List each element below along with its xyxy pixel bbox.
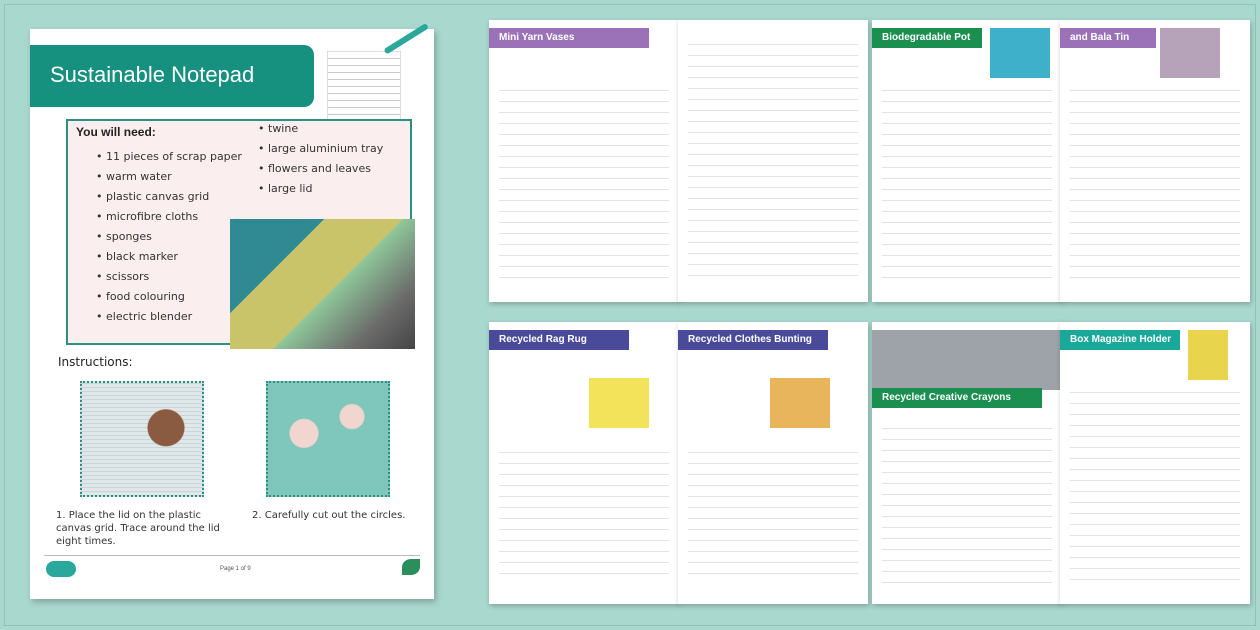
footer-divider <box>44 555 420 556</box>
list-item: • flowers and leaves <box>258 162 371 175</box>
card-body <box>1070 382 1240 584</box>
preview-card <box>1060 322 1250 604</box>
card-body <box>882 418 1052 584</box>
materials-list-right <box>258 119 383 199</box>
step1-caption: 1. Place the lid on the plastic canvas grid. Trace around the lid eight times. <box>56 510 220 547</box>
preview-card <box>872 322 1062 604</box>
preview-card <box>489 20 679 302</box>
title-banner <box>30 45 314 107</box>
card-photo <box>589 378 649 428</box>
card-title: Mini Yarn Vases <box>489 28 649 48</box>
leaf-icon <box>402 559 420 575</box>
card-photo <box>990 28 1050 78</box>
card-title: and Bala Tin <box>1060 28 1156 48</box>
card-title: Recycled Creative Crayons <box>872 388 1042 408</box>
page-title: Sustainable Notepad <box>50 62 255 87</box>
card-photo <box>1188 330 1228 380</box>
list-item: • plastic canvas grid <box>96 190 210 203</box>
list-item: • warm water <box>96 170 172 183</box>
list-item: • electric blender <box>96 310 193 323</box>
list-item: • large lid <box>258 182 313 195</box>
list-item: • microfibre cloths <box>96 210 199 223</box>
brand-logo <box>46 561 76 577</box>
step2-caption: 2. Carefully cut out the circles. <box>252 510 406 521</box>
list-item: • twine <box>258 122 299 135</box>
card-photo <box>1160 28 1220 78</box>
notepad-page <box>30 29 434 599</box>
materials-heading: You will need: <box>76 125 156 139</box>
card-body <box>688 34 858 282</box>
card-body <box>499 80 669 282</box>
list-item: • black marker <box>96 250 178 263</box>
preview-card <box>872 20 1062 302</box>
card-title: Recycled Clothes Bunting <box>678 330 828 350</box>
materials-list-left <box>96 147 242 327</box>
materials-photo <box>230 219 415 349</box>
step1-photo <box>80 381 204 497</box>
preview-card <box>678 20 868 302</box>
list-item: • food colouring <box>96 290 185 303</box>
preview-card <box>1060 20 1250 302</box>
card-body <box>499 442 669 584</box>
preview-card <box>489 322 679 604</box>
step2-photo <box>266 381 390 497</box>
notepad-illustration <box>327 51 401 123</box>
card-title: Box Magazine Holder <box>1060 330 1180 350</box>
instructions-heading: Instructions: <box>58 355 133 369</box>
card-body <box>688 442 858 584</box>
list-item: • large aluminium tray <box>258 142 384 155</box>
card-body <box>1070 80 1240 282</box>
card-title: Biodegradable Pot <box>872 28 982 48</box>
list-item: • 11 pieces of scrap paper <box>96 150 242 163</box>
card-body <box>882 80 1052 282</box>
list-item: • sponges <box>96 230 152 243</box>
card-title: Recycled Rag Rug <box>489 330 629 350</box>
list-item: • scissors <box>96 270 150 283</box>
preview-card <box>678 322 868 604</box>
card-photo <box>770 378 830 428</box>
page-number: Page 1 of 9 <box>220 566 251 572</box>
card-photo <box>872 330 1062 390</box>
